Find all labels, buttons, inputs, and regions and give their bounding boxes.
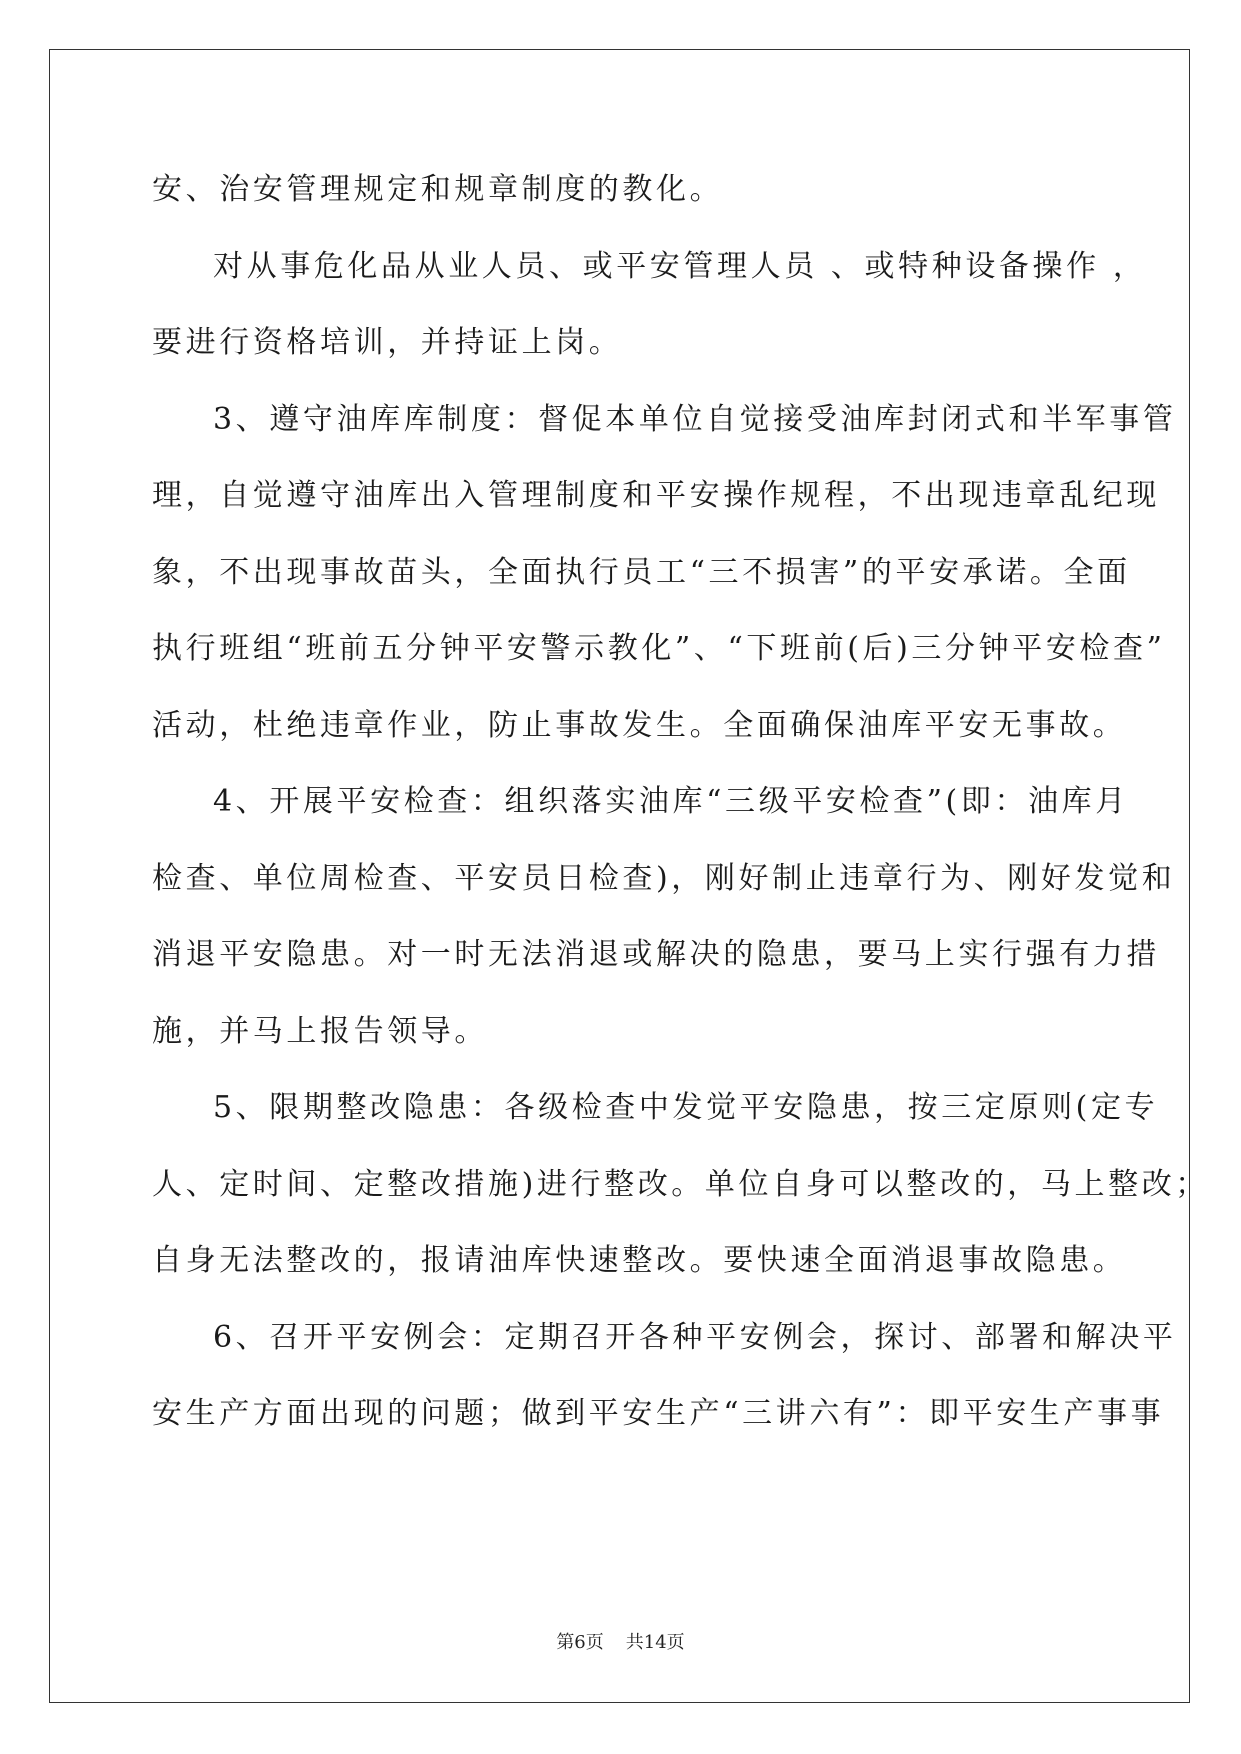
text-line-6: 象，不出现事故苗头，全面执行员工“三不损害”的平安承诺。全面 xyxy=(152,554,1131,590)
text-line-5: 理，自觉遵守油库出入管理制度和平安操作规程，不出现违章乱纪现 xyxy=(152,478,1160,513)
page-number-current: 第6页 xyxy=(556,1632,604,1653)
text-line-16: 6、召开平安例会：定期召开各种平安例会，探讨、部署和解决平 xyxy=(213,1319,1177,1355)
text-line-12: 施，并马上报告领导。 xyxy=(152,1013,488,1049)
text-line-8: 活动，杜绝违章作业，防止事故发生。全面确保油库平安无事故。 xyxy=(152,707,1127,743)
text-line-10: 检查、单位周检查、平安员日检查)，刚好制止违章行为、刚好发觉和 xyxy=(152,860,1176,896)
text-line-17: 安生产方面出现的问题；做到平安生产“三讲六有”：即平安生产事事 xyxy=(152,1396,1165,1431)
document-body xyxy=(152,160,1209,1461)
text-line-4: 3、遵守油库库制度：督促本单位自觉接受油库封闭式和半军事管 xyxy=(213,401,1177,437)
text-line-13: 5、限期整改隐患：各级检查中发觉平安隐患，按三定原则(定专 xyxy=(213,1090,1159,1125)
page-footer xyxy=(0,1628,1241,1654)
text-line-7: 执行班组“班前五分钟平安警示教化”、“下班前(后)三分钟平安检查” xyxy=(152,631,1166,666)
text-line-2: 对从事危化品从业人员、或平安管理人员 、或特种设备操作 ， xyxy=(213,248,1147,284)
text-line-3: 要进行资格培训，并持证上岗。 xyxy=(152,325,623,360)
text-line-1: 安、治安管理规定和规章制度的教化。 xyxy=(152,172,724,207)
text-line-9: 4、开展平安检查：组织落实油库“三级平安检查”(即：油库月 xyxy=(213,784,1129,819)
text-line-14: 人、定时间、定整改措施)进行整改。单位自身可以整改的，马上整改； xyxy=(152,1166,1209,1202)
text-line-11: 消退平安隐患。对一时无法消退或解决的隐患，要马上实行强有力措 xyxy=(152,937,1160,972)
text-line-15: 自身无法整改的，报请油库快速整改。要快速全面消退事故隐患。 xyxy=(152,1243,1127,1278)
page-number-total: 共14页 xyxy=(625,1632,685,1653)
